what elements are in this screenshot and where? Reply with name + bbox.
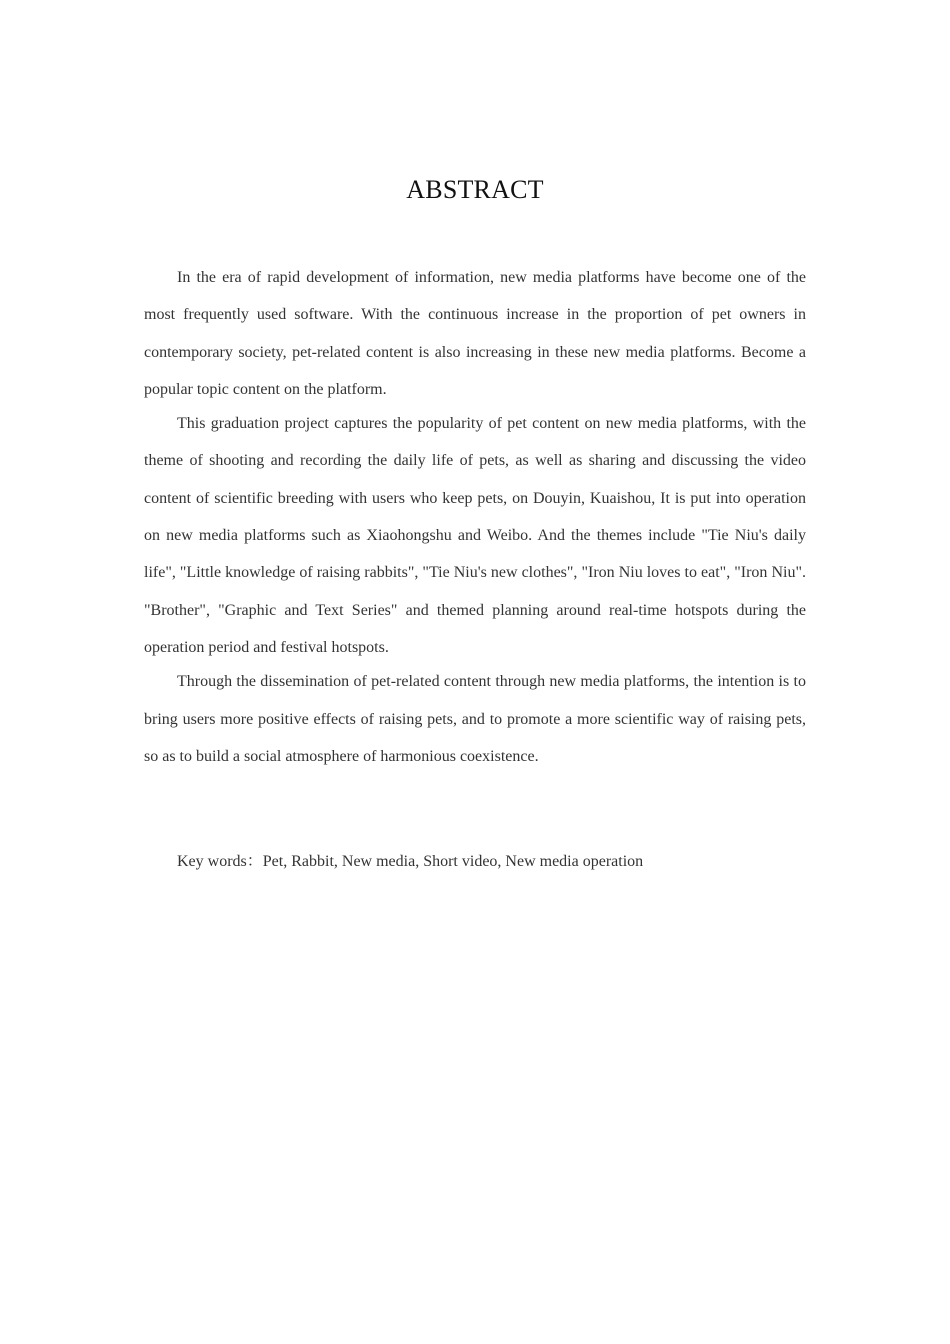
page-title: ABSTRACT [406,175,544,204]
abstract-paragraph-3: Through the dissemination of pet-related content through new media platforms, the intention is to bring users more positive effects of raising pets, and to promote a more scientific way of raising pets, so as to build a social atmosphere of harmonious coexistence. [144,673,806,765]
abstract-body [144,259,806,775]
abstract-paragraph-2: This graduation project captures the popularity of pet content on new media platforms, with the theme of shooting and recording the daily life of pets, as well as sharing and discussing the video content of scientific breeding with users who keep pets, on Douyin, Kuaishou, It is put into operation on new media platforms such as Xiaohongshu and Weibo. And the themes include "Tie Niu's daily life", "Little knowledge of raising rabbits", "Tie Niu's new clothes", "Iron Niu loves to eat", "Iron Niu". "Brother", "Graphic and Text Series" and themed planning around real-time hotspots during the operation period and festival hotspots. [144,415,806,656]
keywords-line [177,843,643,880]
abstract-paragraph-1: In the era of rapid development of information, new media platforms have become one of the most frequently used software. With the continuous increase in the proportion of pet owners in contemporary society, pet-related content is also increasing in these new media platforms. Become a popular topic content on the platform. [144,269,806,398]
keywords-label: Key words： [177,853,263,870]
keywords-list: Pet, Rabbit, New media, Short video, New media operation [262,853,644,870]
